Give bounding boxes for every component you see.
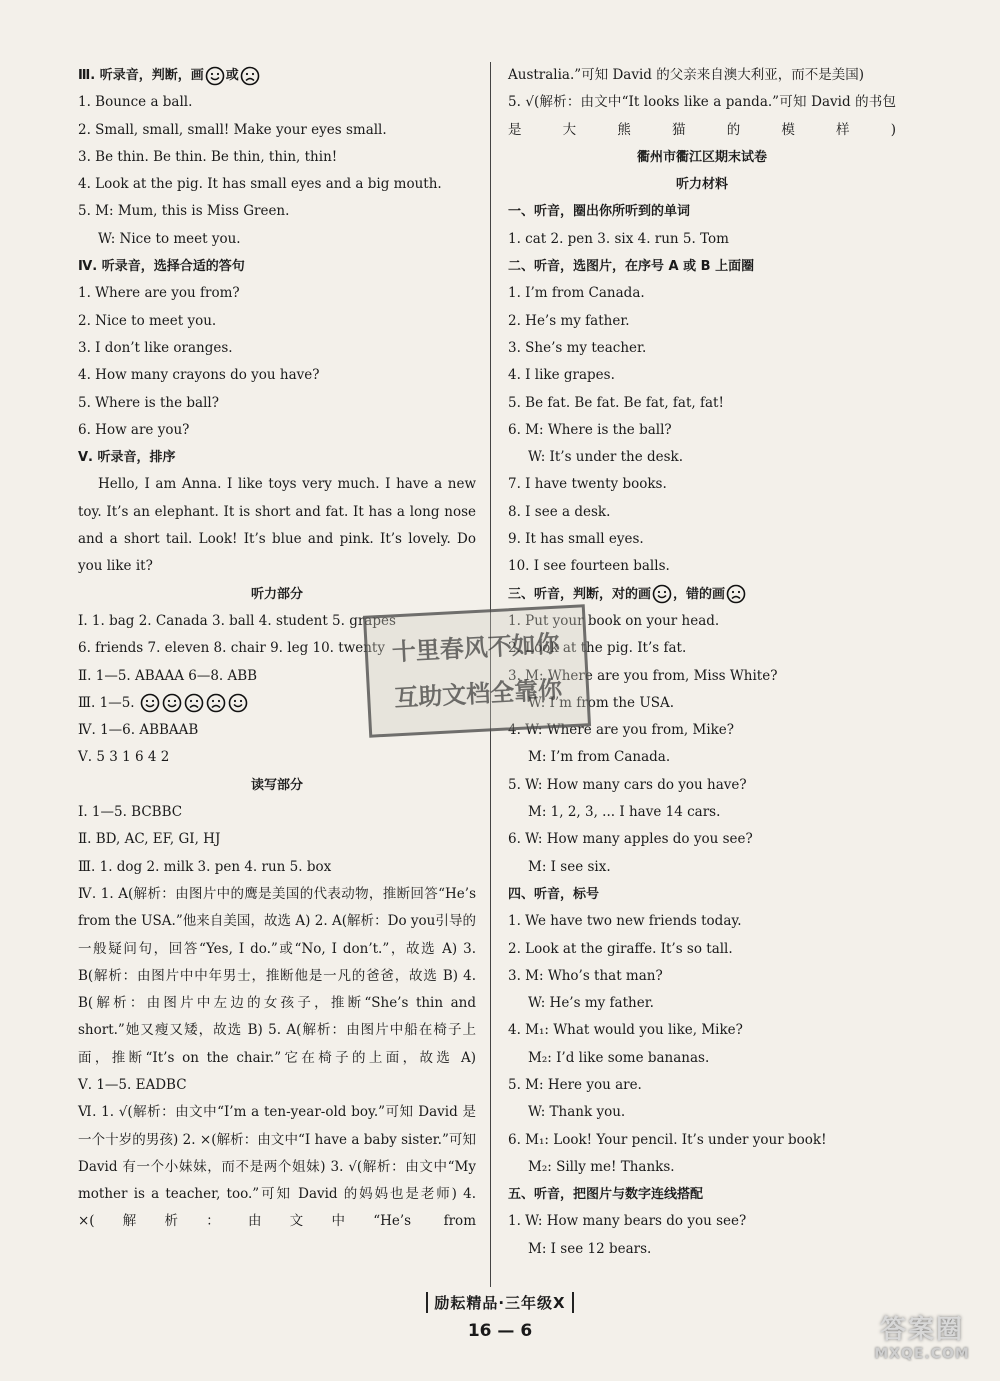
section-3-heading xyxy=(78,62,476,89)
page-footer xyxy=(0,1292,1000,1341)
list-item: 1. Put your book on your head. xyxy=(508,612,720,629)
list-item: 1. Where are you from? xyxy=(78,285,240,302)
answer-line: Ⅱ. BD, AC, EF, GI, HJ xyxy=(78,831,221,848)
list-item: W: Nice to meet you. xyxy=(98,230,241,247)
list-item: W: It’s under the desk. xyxy=(528,449,684,466)
list-item: 4. Look at the pig. It has small eyes and a big mouth. xyxy=(78,176,442,193)
stamp-line: 十里春风不如你 xyxy=(391,629,561,667)
listening-answers-title: 听力部分 xyxy=(250,586,303,602)
part-4-heading: 四、听音，标号 xyxy=(508,886,600,902)
list-item: 6. M₁: Look! Your pencil. It’s under your book! xyxy=(508,1131,827,1148)
section-3-heading-text: Ⅲ. 听录音，判断，画 xyxy=(78,68,204,83)
answer-line: Ⅳ. 1—6. ABBAAB xyxy=(78,722,199,739)
list-item: 4. W: Where are you from, Mike? xyxy=(508,722,735,739)
list-item: 8. I see a desk. xyxy=(508,503,611,520)
smiley-face-icon xyxy=(205,66,225,86)
list-item: M₂: I’d like some bananas. xyxy=(528,1049,710,1066)
smiley-face-icon xyxy=(162,693,182,713)
part-3-heading-text: 三、听音，判断，对的画 xyxy=(508,586,652,602)
list-item: 10. I see fourteen balls. xyxy=(508,558,670,575)
list-item: 2. Nice to meet you. xyxy=(78,312,217,329)
list-item: 2. Small, small, small! Make your eyes small. xyxy=(78,121,387,138)
passage-paragraph: Hello, I am Anna. I like toys very much. I have a new toy. It’s an elephant. It is short and fat. It has a long nose and a short tail. Look! It’s blue and pink. It’s lovely. Do you like it? xyxy=(78,476,476,575)
list-item: 3. I don’t like oranges. xyxy=(78,339,233,356)
list-item: 3. M: Who’s that man? xyxy=(508,967,663,984)
list-item: M: I’m from Canada. xyxy=(528,749,671,766)
list-item: 7. I have twenty books. xyxy=(508,476,667,493)
section-4-heading: Ⅳ. 听录音，选择合适的答句 xyxy=(78,259,245,275)
list-item: 4. I like grapes. xyxy=(508,367,615,384)
continued-explanation: Australia.”可知 David 的父亲来自澳大利亚，而不是美国) xyxy=(508,67,864,83)
list-item: 3. She’s my teacher. xyxy=(508,339,647,356)
material-title: 听力材料 xyxy=(675,177,728,193)
part-3-heading-text: ，错的画 xyxy=(673,586,726,602)
answer-line: Ⅱ. 1—5. ABAAA 6—8. ABB xyxy=(78,667,258,684)
part-1-heading: 一、听音，圈出你所听到的单词 xyxy=(508,204,691,220)
list-item: M₂: Silly me! Thanks. xyxy=(528,1158,675,1175)
part-2-heading: 二、听音，选图片，在序号 A 或 B 上面圈 xyxy=(508,259,755,275)
answer-line-text: Ⅲ. 1—5. xyxy=(78,694,135,711)
list-item: 4. How many crayons do you have? xyxy=(78,367,320,384)
list-item: 9. It has small eyes. xyxy=(508,531,644,548)
book-title: 励耘精品·三年级X xyxy=(426,1292,573,1313)
list-item: M: 1, 2, 3, ... I have 14 cars. xyxy=(528,804,721,821)
list-item: W: He’s my father. xyxy=(528,995,654,1012)
sad-face-icon xyxy=(240,66,260,86)
smiley-face-icon xyxy=(140,693,160,713)
list-item: W: Thank you. xyxy=(528,1104,626,1121)
smiley-face-icon xyxy=(652,584,672,604)
list-item: W: I’m from the USA. xyxy=(528,694,674,711)
sad-face-icon xyxy=(726,584,746,604)
or-text: 或 xyxy=(225,68,239,83)
reading-writing-title: 读写部分 xyxy=(250,777,303,793)
answer-line: 6. friends 7. eleven 8. chair 9. leg 10. twenty xyxy=(78,640,385,657)
sad-face-icon xyxy=(184,693,204,713)
section-5-heading: Ⅴ. 听录音，排序 xyxy=(78,450,176,466)
watermark-url: MXQE.COM xyxy=(874,1346,970,1362)
continued-explanation: 5. √(解析：由文中“It looks like a panda.”可知 David 的书包是大熊猫的模样) xyxy=(508,94,896,138)
list-item: 2. Look at the pig. It’s fat. xyxy=(508,640,687,657)
list-item: 1. Bounce a ball. xyxy=(78,94,193,111)
list-item: 2. He’s my father. xyxy=(508,312,630,329)
list-item: 2. Look at the giraffe. It’s so tall. xyxy=(508,940,733,957)
list-item: 5. M: Mum, this is Miss Green. xyxy=(78,203,290,220)
site-watermark xyxy=(862,1309,982,1369)
part-5-heading: 五、听音，把图片与数字连线搭配 xyxy=(508,1187,704,1203)
answer-line: Ⅴ. 5 3 1 6 4 2 xyxy=(78,749,170,766)
answer-line: Ⅰ. 1. bag 2. Canada 3. ball 4. student 5. grapes xyxy=(78,612,396,629)
smiley-face-icon xyxy=(228,693,248,713)
list-item: 5. M: Here you are. xyxy=(508,1076,642,1093)
list-item: 5. W: How many cars do you have? xyxy=(508,776,747,793)
list-item: 6. M: Where is the ball? xyxy=(508,421,672,438)
list-item: 5. Be fat. Be fat. Be fat, fat, fat! xyxy=(508,394,724,411)
list-item: 6. How are you? xyxy=(78,421,190,438)
list-item: 4. M₁: What would you like, Mike? xyxy=(508,1022,743,1039)
list-item: 5. Where is the ball? xyxy=(78,394,219,411)
list-item: 1. cat 2. pen 3. six 4. run 5. Tom xyxy=(508,230,729,247)
list-item: 1. W: How many bears do you see? xyxy=(508,1213,747,1230)
answer-explanation: Ⅳ. 1. A(解析：由图片中的鹰是美国的代表动物，推断回答“He’s from the USA.”他来自美国，故选 A) 2. A(解析：Do you引导的一般疑问句，回答“Yes, I do.”或“No, I don’t.”，故选 A) 3. B(解析：由图片中中年男士，推断他是一凡的爸爸，故选 B) 4. B(解析：由图片中左边的女孩子，推断“She’s thin and short.”她又瘦又矮，故选 B) 5. A(解析：由图片中船在椅子上面，推断“It’s on the chair.”它在椅子的上面，故选 A) xyxy=(78,885,476,1066)
answer-line: Ⅲ. 1. dog 2. milk 3. pen 4. run 5. box xyxy=(78,858,332,875)
list-item: 3. Be thin. Be thin. Be thin, thin, thin! xyxy=(78,148,338,165)
watermark-stamp xyxy=(363,604,591,737)
list-item: 6. W: How many apples do you see? xyxy=(508,831,753,848)
list-item: M: I see 12 bears. xyxy=(528,1240,652,1257)
stamp-line: 互助文档全靠你 xyxy=(393,675,563,713)
watermark-logo-text: 答案圈 xyxy=(879,1315,964,1345)
sad-face-icon xyxy=(206,693,226,713)
part-3-heading xyxy=(508,581,896,608)
list-item: 1. We have two new friends today. xyxy=(508,913,742,930)
page-number: 16 — 6 xyxy=(467,1321,533,1341)
exam-title: 衢州市衢江区期末试卷 xyxy=(636,149,767,165)
answer-line: Ⅴ. 1—5. EADBC xyxy=(78,1076,187,1093)
list-item: 1. I’m from Canada. xyxy=(508,285,645,302)
list-item: M: I see six. xyxy=(528,858,611,875)
answer-explanation: Ⅵ. 1. √(解析：由文中“I’m a ten-year-old boy.”可知 David 是一个十岁的男孩) 2. ×(解析：由文中“I have a baby sister.”可知 David 有一个小妹妹，而不是两个姐妹) 3. √(解析：由文中“My mother is a teacher, too.”可知 David 的妈妈也是老师) 4. ×(解析：由文中“He’s from xyxy=(78,1104,476,1230)
list-item: 3. M: Where are you from, Miss White? xyxy=(508,667,778,684)
answer-line: Ⅰ. 1—5. BCBBC xyxy=(78,804,183,821)
